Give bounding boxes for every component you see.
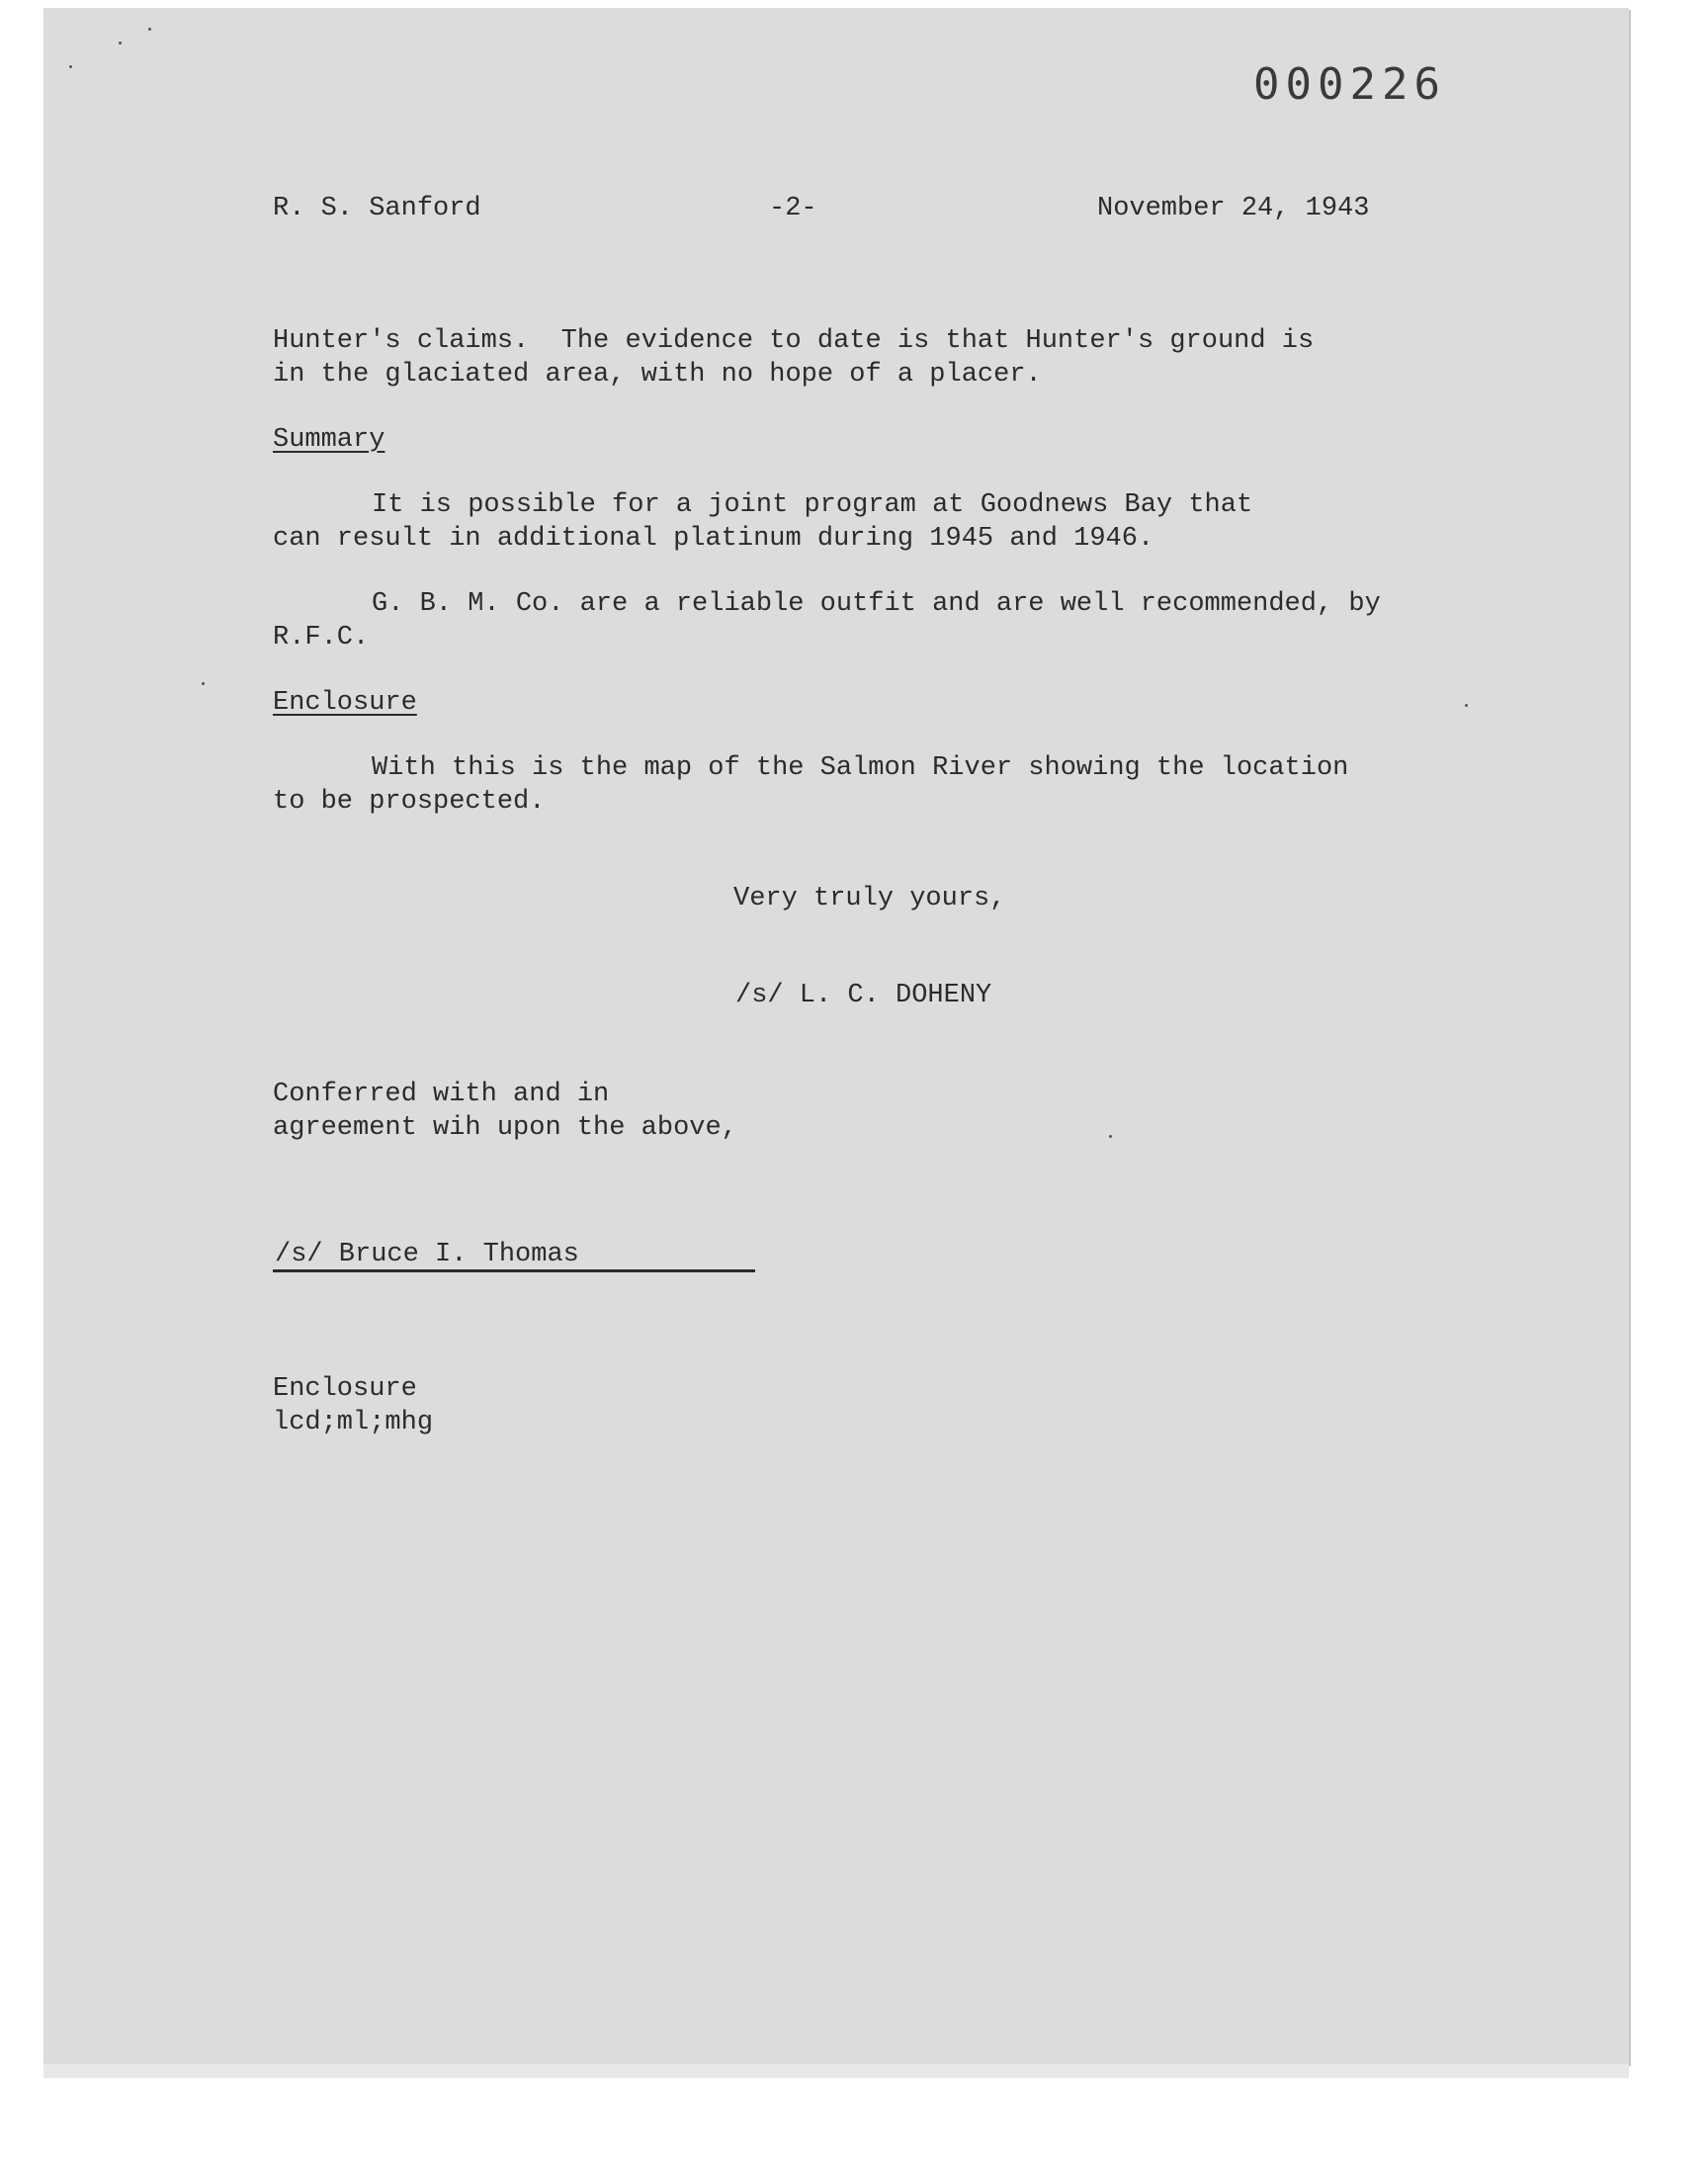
summary-p1-line-1: It is possible for a joint program at Goodnews Bay that (372, 490, 1253, 520)
scan-speck (148, 28, 151, 31)
header-date: November 24, 1943 (1097, 194, 1370, 223)
enclosure-heading: Enclosure (273, 688, 417, 718)
intro-line-2: in the glaciated area, with no hope of a placer. (273, 360, 1042, 390)
enclosure-line-2: to be prospected. (273, 787, 546, 817)
footer-initials: lcd;ml;mhg (273, 1408, 434, 1437)
header-recipient: R. S. Sanford (273, 194, 481, 223)
scan-speck (69, 65, 72, 68)
concurrence-line-2: agreement wih upon the above, (273, 1113, 737, 1143)
intro-line-1: Hunter's claims. The evidence to date is that Hunter's ground is (273, 326, 1315, 356)
signature-line (273, 1269, 755, 1272)
summary-p1-line-2: can result in additional platinum during 1945 and 1946. (273, 524, 1154, 554)
concurrence-signature: /s/ Bruce I. Thomas (275, 1240, 579, 1269)
header-page-number: -2- (769, 194, 817, 223)
summary-p2-line-1: G. B. M. Co. are a reliable outfit and are well recommended, by (372, 589, 1381, 619)
closing-signature: /s/ L. C. DOHENY (735, 981, 992, 1010)
closing-salutation: Very truly yours, (733, 884, 1006, 914)
document-stamp-number: 000226 (1253, 59, 1446, 110)
scan-speck (1109, 1135, 1112, 1138)
footer-enclosure-note: Enclosure (273, 1374, 417, 1404)
scan-edge (43, 2064, 1629, 2078)
document-page (43, 8, 1629, 2064)
concurrence-line-1: Conferred with and in (273, 1080, 610, 1109)
scan-speck (202, 682, 205, 685)
scan-speck (1465, 704, 1468, 707)
scan-speck (119, 42, 122, 44)
summary-p2-line-2: R.F.C. (273, 623, 370, 652)
enclosure-line-1: With this is the map of the Salmon River showing the location (372, 753, 1349, 783)
summary-heading: Summary (273, 425, 385, 455)
